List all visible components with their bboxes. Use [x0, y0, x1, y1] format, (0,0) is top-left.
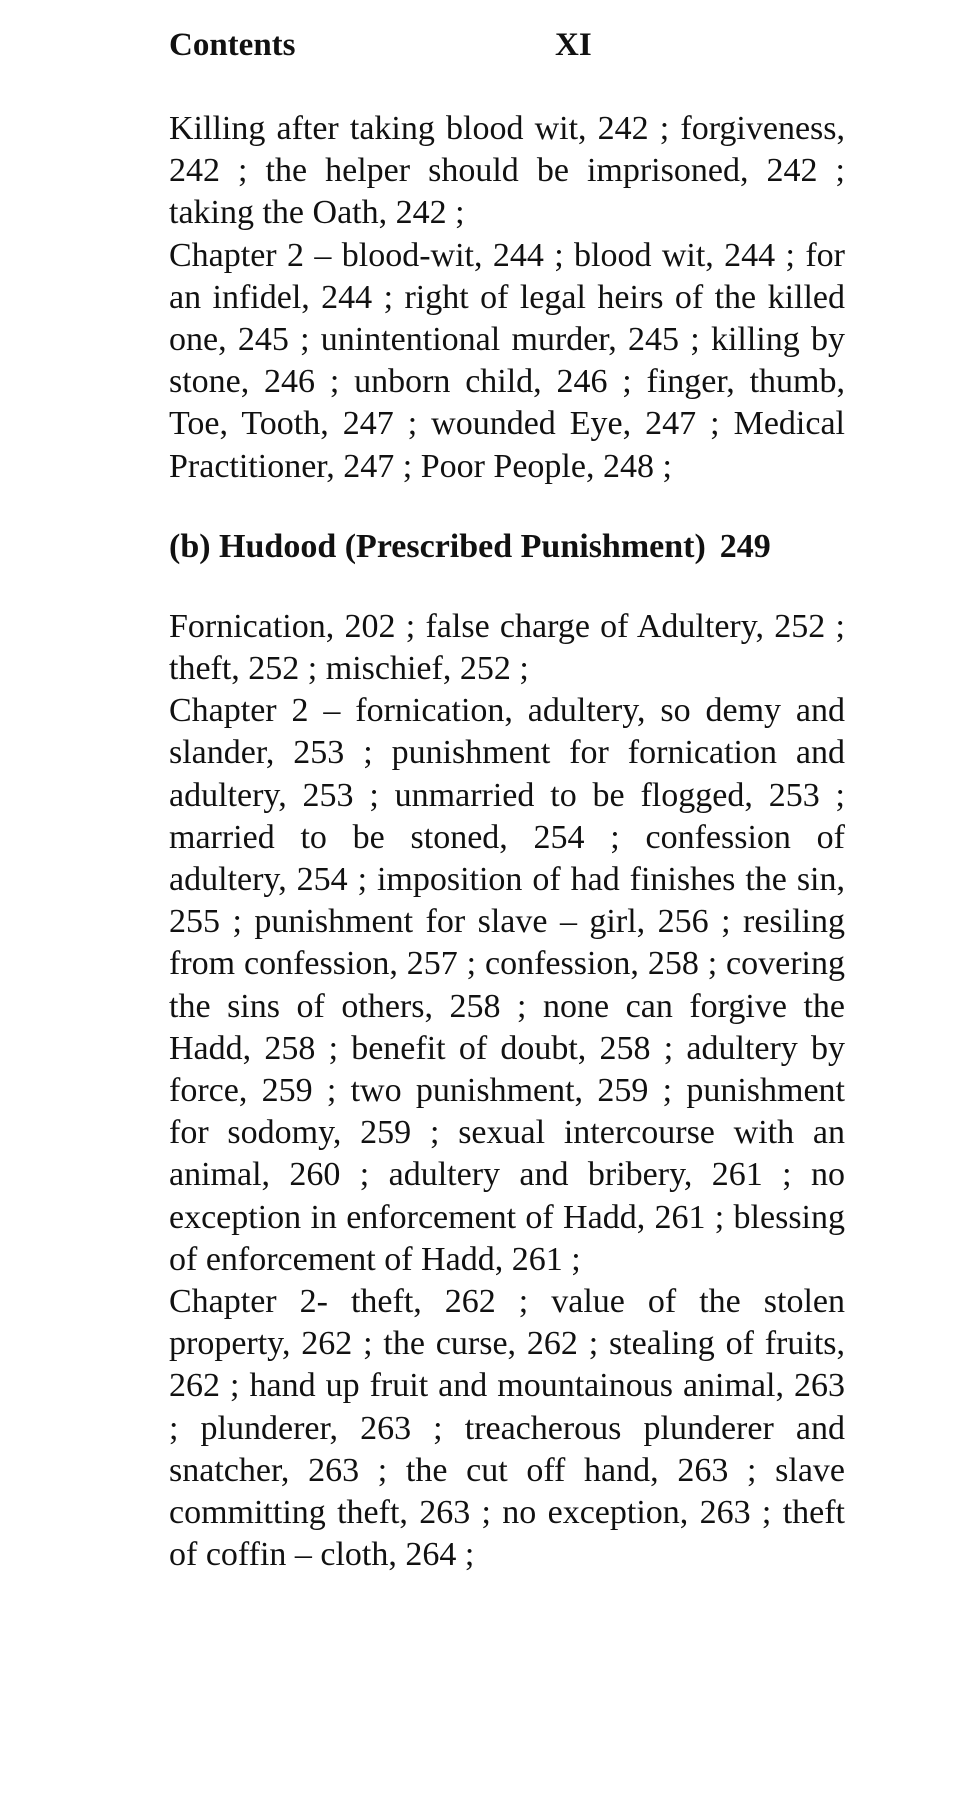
running-head: [169, 20, 845, 70]
contents-entry-paragraph: Chapter 2- theft, 262 ; value of the stolen property, 262 ; the curse, 262 ; stealing of fruits, 262 ; hand up fruit and mountainous animal, 263 ; plunderer, 263 ; treacherous plunderer and snatcher, 263 ; the cut off hand, 263 ; slave committing theft, 263 ; no exception, 263 ; theft of coffin – cloth, 264 ;: [169, 1283, 845, 1574]
section-heading-page: 249: [719, 527, 771, 565]
contents-entry-paragraph: Chapter 2 – blood-wit, 244 ; blood wit, 244 ; for an infidel, 244 ; right of legal heirs of the killed one, 245 ; unintentional murder, 245 ; killing by stone, 246 ; unborn child, 246 ; finger, thumb, Toe, Tooth, 247 ; wounded Eye, 247 ; Medical Practitioner, 247 ; Poor People, 248 ;: [169, 236, 845, 485]
page-number: XI: [555, 27, 592, 63]
running-head-title: Contents: [169, 27, 296, 63]
contents-entry-paragraph: Chapter 2 – fornication, adultery, so demy and slander, 253 ; punishment for fornication and adultery, 253 ; unmarried to be flogged, 253 ; married to be stoned, 254 ; confession of adultery, 254 ; imposition of had finishes the sin, 255 ; punishment for slave – girl, 256 ; resiling from confession, 257 ; confession, 258 ; covering the sins of others, 258 ; none can forgive the Hadd, 258 ; benefit of doubt, 258 ; adultery by force, 259 ; two punishment, 259 ; punishment for sodomy, 259 ; sexual intercourse with an animal, 260 ; adultery and bribery, 261 ; no exception in enforcement of Hadd, 261 ; blessing of enforcement of Hadd, 261 ;: [169, 692, 845, 1278]
section-heading-hudood: [169, 526, 845, 568]
contents-entry-paragraph: Killing after taking blood wit, 242 ; forgiveness, 242 ; the helper should be imprisoned, 242 ; taking the Oath, 242 ;: [169, 110, 845, 232]
contents-body: [169, 108, 845, 1577]
section-heading-title: (b) Hudood (Prescribed Punishment): [169, 527, 706, 565]
contents-entry-paragraph: Fornication, 202 ; false charge of Adultery, 252 ; theft, 252 ; mischief, 252 ;: [169, 607, 845, 688]
